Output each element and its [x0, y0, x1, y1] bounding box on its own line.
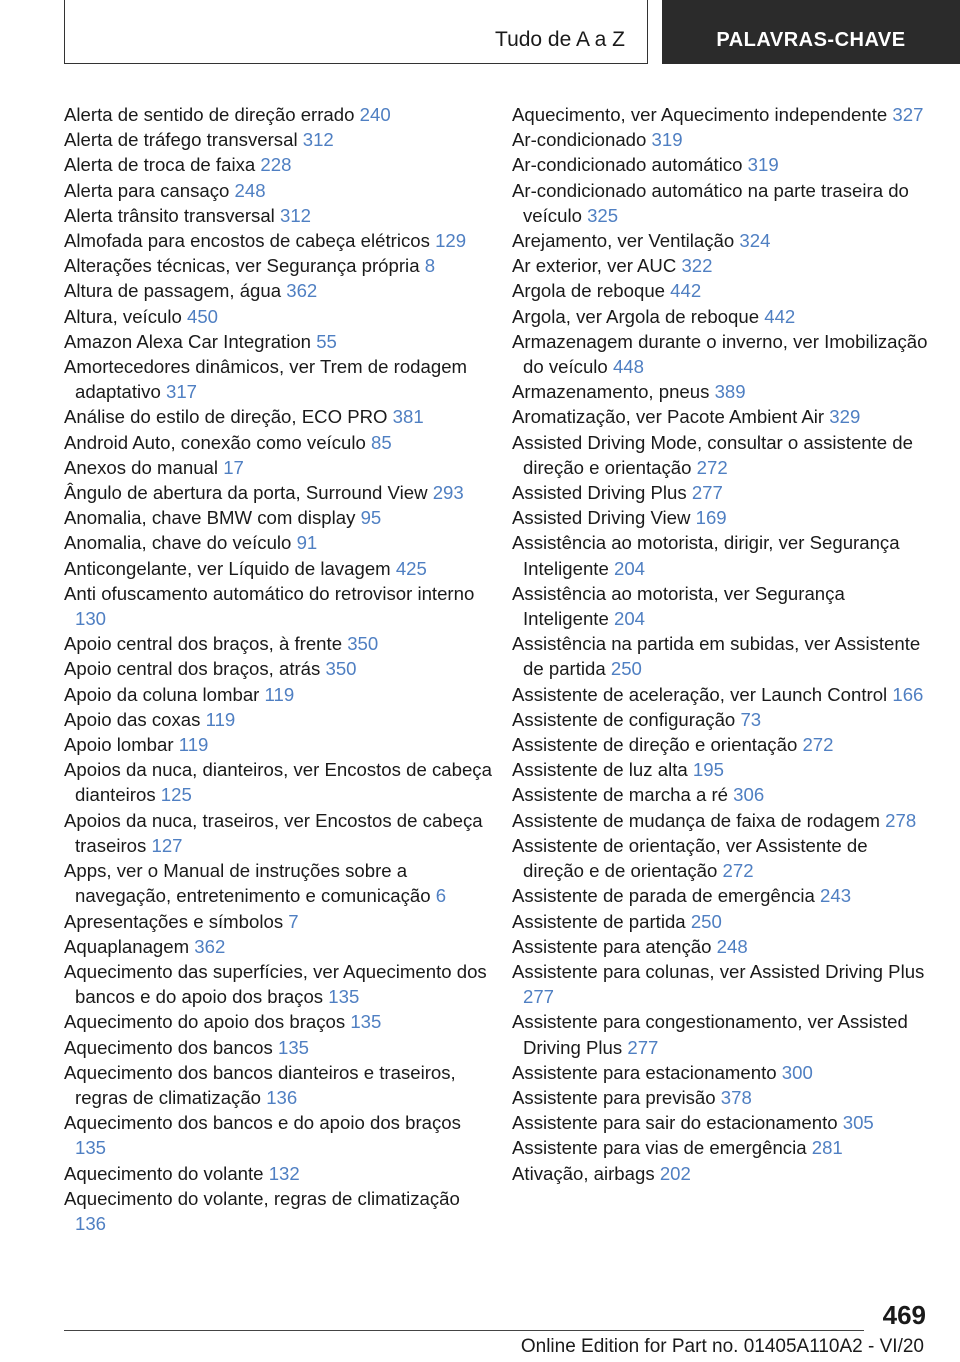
index-term: Apresentações e símbolos [64, 910, 284, 932]
page-reference-link[interactable]: 272 [696, 456, 728, 478]
index-entry [512, 278, 932, 303]
page-reference-link[interactable]: 95 [360, 507, 382, 529]
section-title: Tudo de A a Z [495, 28, 625, 51]
index-term: Assistente de direção e orientação [512, 734, 798, 756]
page-reference-link[interactable]: 378 [720, 1086, 752, 1108]
page-reference-link[interactable]: 248 [716, 935, 748, 957]
index-term: Ar-condicionado automático na parte traseira do veículo [512, 179, 909, 226]
index-term: Apps, ver o Manual de instruções sobre a navegação, entretenimento e comunicação [64, 860, 431, 907]
page-reference-link[interactable]: 450 [187, 305, 219, 327]
index-entry [512, 530, 932, 580]
page-reference-link[interactable]: 119 [205, 708, 236, 730]
index-term: Alerta de tráfego transversal [64, 129, 298, 151]
index-term: Assisted Driving Plus [512, 482, 687, 504]
page-number: 469 [882, 1300, 926, 1330]
index-entry [512, 228, 932, 253]
index-entry [64, 1060, 494, 1110]
index-entry [64, 1009, 494, 1034]
page-reference-link[interactable]: 306 [733, 784, 765, 806]
page-reference-link[interactable]: 125 [160, 784, 192, 806]
index-term: Assistente de aceleração, ver Launch Control [512, 683, 888, 705]
index-term: Altura de passagem, água [64, 280, 282, 302]
page-reference-link[interactable]: 350 [325, 658, 357, 680]
page-reference-link[interactable]: 278 [885, 809, 917, 831]
index-entry [64, 1110, 494, 1160]
index-entry [64, 909, 494, 934]
index-term: Ar-condicionado [512, 129, 647, 151]
index-entry [512, 757, 932, 782]
index-entry [64, 253, 494, 278]
index-term: Anexos do manual [64, 456, 219, 478]
index-term: Anomalia, chave do veículo [64, 532, 292, 554]
page-reference-link[interactable]: 6 [435, 885, 447, 907]
index-term: Almofada para encostos de cabeça elétricos [64, 230, 430, 252]
index-entry [512, 682, 932, 707]
index-entry [512, 178, 932, 228]
index-entry [512, 329, 932, 379]
page-reference-link[interactable]: 85 [371, 431, 392, 453]
index-entry [512, 631, 932, 681]
index-term: Assistente para estacionamento [512, 1061, 777, 1083]
page-reference-link[interactable]: 448 [612, 356, 644, 378]
page-reference-link[interactable]: 272 [722, 860, 754, 882]
index-entry [64, 1161, 494, 1186]
index-entry [512, 959, 932, 1009]
index-entry [64, 959, 494, 1009]
index-entry [64, 455, 494, 480]
page-reference-link[interactable]: 127 [151, 834, 183, 856]
header-frame [64, 0, 648, 64]
index-entry [64, 304, 494, 329]
index-term: Ar exterior, ver AUC [512, 255, 677, 277]
index-term: Assistente de parada de emergência [512, 885, 815, 907]
index-entry [512, 480, 932, 505]
index-entry [512, 1085, 932, 1110]
page-reference-link[interactable]: 272 [802, 734, 834, 756]
page-reference-link[interactable]: 248 [234, 179, 266, 201]
index-entry [64, 858, 494, 908]
index-term: Assistente para previsão [512, 1086, 716, 1108]
index-term: Aquecimento, ver Aquecimento independente [512, 104, 888, 125]
page-reference-link[interactable]: 195 [692, 759, 724, 781]
page-reference-link[interactable]: 132 [268, 1162, 300, 1184]
index-term: Apoio lombar [64, 734, 174, 756]
page-reference-link[interactable]: 240 [359, 104, 391, 125]
index-entry [512, 581, 932, 631]
index-entry [64, 480, 494, 505]
index-term: Aquecimento do volante [64, 1162, 264, 1184]
page-reference-link[interactable]: 135 [75, 1137, 107, 1159]
page-reference-link[interactable]: 204 [613, 608, 646, 630]
index-term: Anti ofuscamento automático do retrovisor interno [64, 582, 475, 604]
edition-footer: Online Edition for Part no. 01405A110A2 - VI/20 [520, 1336, 924, 1357]
keywords-tab: PALAVRAS-CHAVE [662, 0, 960, 64]
index-entry [512, 304, 932, 329]
index-term: Aquecimento dos bancos e do apoio dos braços [64, 1112, 461, 1134]
index-term: Armazenagem durante o inverno, ver Imobilização do veículo [512, 330, 928, 378]
index-entry [64, 152, 494, 177]
page-reference-link[interactable]: 250 [610, 658, 642, 680]
index-entry [64, 934, 494, 959]
index-term: Anticongelante, ver Líquido de lavagem [64, 557, 391, 579]
index-entry [512, 1060, 932, 1085]
index-entry [512, 102, 932, 127]
index-term: Assistência ao motorista, ver Segurança Inteligente [512, 582, 845, 630]
page-reference-link[interactable]: 312 [280, 204, 312, 226]
page-reference-link[interactable]: 327 [892, 104, 924, 125]
page-reference-link[interactable]: 425 [395, 557, 427, 579]
index-entry [64, 631, 494, 656]
index-entry [64, 581, 494, 631]
page-reference-link[interactable]: 277 [523, 986, 555, 1008]
index-term: Assistente para congestionamento, ver Assisted Driving Plus [512, 1011, 908, 1058]
index-entry [64, 228, 494, 253]
index-term: Altura, veículo [64, 305, 182, 327]
index-term: Assistente de configuração [512, 708, 736, 730]
index-term: Anomalia, chave BMW com display [64, 507, 356, 529]
index-term: Alerta de sentido de direção errado [64, 104, 355, 125]
index-entry [512, 1110, 932, 1135]
index-term: Android Auto, conexão como veículo [64, 431, 366, 453]
page-reference-link[interactable]: 317 [165, 381, 198, 403]
page-reference-link[interactable]: 350 [347, 633, 379, 655]
index-term: Apoios da nuca, traseiros, ver Encostos de cabeça traseiros [64, 809, 483, 856]
index-term: Aquecimento do volante, regras de climatização [64, 1187, 460, 1209]
index-column-right [512, 102, 932, 1186]
index-entry [64, 757, 494, 807]
index-term: Assistente de orientação, ver Assistente de direção e de orientação [512, 834, 868, 882]
index-entry [64, 278, 494, 303]
index-term: Aquaplanagem [64, 935, 190, 957]
page-reference-link[interactable]: 319 [747, 154, 779, 176]
index-term: Amortecedores dinâmicos, ver Trem de rodagem adaptativo [64, 356, 468, 403]
page-reference-link[interactable]: 319 [651, 129, 683, 151]
page-reference-link[interactable]: 204 [613, 557, 646, 579]
page-reference-link[interactable]: 202 [659, 1162, 691, 1184]
page-reference-link[interactable]: 166 [892, 683, 924, 705]
index-entry [512, 430, 932, 480]
page-reference-link[interactable]: 277 [691, 482, 723, 504]
index-entry [512, 127, 932, 152]
index-term: Apoio central dos braços, atrás [64, 658, 321, 680]
index-column-left [64, 102, 494, 1236]
page-reference-link[interactable]: 8 [424, 255, 436, 277]
page-reference-link[interactable]: 322 [681, 255, 713, 277]
index-term: Assistência ao motorista, dirigir, ver Segurança Inteligente [512, 532, 900, 579]
index-term: Alerta trânsito transversal [64, 204, 275, 226]
index-term: Assisted Driving Mode, consultar o assistente de direção e orientação [512, 431, 913, 478]
index-term: Armazenamento, pneus [512, 381, 710, 403]
page-reference-link[interactable]: 228 [260, 154, 292, 176]
page-reference-link[interactable]: 169 [695, 507, 727, 529]
index-term: Aquecimento do apoio dos braços [64, 1011, 346, 1033]
index-term: Apoio central dos braços, à frente [64, 633, 343, 655]
index-entry [64, 808, 494, 858]
index-entry [512, 707, 932, 732]
page-reference-link[interactable]: 55 [316, 330, 337, 352]
index-term: Assistente para vias de emergência [512, 1137, 807, 1159]
page-reference-link[interactable]: 442 [764, 305, 796, 327]
page-reference-link[interactable]: 442 [670, 280, 702, 302]
index-term: Alerta de troca de faixa [64, 154, 256, 176]
page-reference-link[interactable]: 312 [302, 129, 334, 151]
page-reference-link[interactable]: 293 [432, 482, 464, 504]
page-reference-link[interactable]: 362 [194, 935, 226, 957]
index-entry [512, 152, 932, 177]
page-reference-link[interactable]: 130 [75, 608, 107, 630]
index-term: Amazon Alexa Car Integration [64, 330, 312, 352]
index-term: Apoio das coxas [64, 708, 201, 730]
index-entry [512, 379, 932, 404]
index-entry [64, 505, 494, 530]
page-reference-link[interactable]: 119 [264, 683, 295, 705]
index-entry [512, 808, 932, 833]
index-entry [512, 883, 932, 908]
index-entry [64, 203, 494, 228]
index-entry [64, 354, 494, 404]
page-reference-link[interactable]: 281 [811, 1137, 843, 1159]
index-entry [64, 102, 494, 127]
index-term: Ativação, airbags [512, 1162, 655, 1184]
page-reference-link[interactable]: 329 [829, 406, 861, 428]
page-reference-link[interactable]: 17 [223, 456, 244, 478]
page-reference-link[interactable]: 119 [178, 734, 209, 756]
index-term: Assistente de partida [512, 910, 686, 932]
index-term: Assistente de marcha a ré [512, 784, 728, 806]
index-entry [512, 833, 932, 883]
index-term: Arejamento, ver Ventilação [512, 230, 735, 252]
index-term: Aromatização, ver Pacote Ambient Air [512, 406, 825, 428]
page-reference-link[interactable]: 7 [288, 910, 299, 932]
index-entry [512, 1009, 932, 1059]
index-entry [64, 430, 494, 455]
index-term: Análise do estilo de direção, ECO PRO [64, 406, 388, 428]
index-entry [512, 909, 932, 934]
page-reference-link[interactable]: 300 [781, 1061, 813, 1083]
index-term: Assistente para atenção [512, 935, 712, 957]
index-term: Alterações técnicas, ver Segurança própria [64, 255, 420, 277]
page-reference-link[interactable]: 135 [350, 1011, 382, 1033]
page-reference-link[interactable]: 135 [277, 1036, 310, 1058]
index-entry [64, 530, 494, 555]
index-entry [512, 1161, 932, 1186]
index-entry [512, 782, 932, 807]
page-reference-link[interactable]: 135 [328, 986, 360, 1008]
page-reference-link[interactable]: 389 [714, 381, 746, 403]
index-term: Aquecimento das superfícies, ver Aquecimento dos bancos e do apoio dos braços [64, 960, 487, 1008]
index-term: Alerta para cansaço [64, 179, 230, 201]
page-reference-link[interactable]: 136 [266, 1086, 298, 1108]
index-term: Assistente para sair do estacionamento [512, 1112, 838, 1134]
page-reference-link[interactable]: 73 [740, 708, 762, 730]
index-term: Assistente para colunas, ver Assisted Driving Plus [512, 960, 925, 982]
index-entry [512, 732, 932, 757]
index-entry [64, 329, 494, 354]
index-term: Apoio da coluna lombar [64, 683, 260, 705]
index-entry [512, 404, 932, 429]
index-entry [64, 178, 494, 203]
index-entry [512, 1135, 932, 1160]
page-reference-link[interactable]: 362 [286, 280, 318, 302]
index-term: Assistência na partida em subidas, ver Assistente de partida [512, 633, 921, 680]
index-entry [512, 505, 932, 530]
index-entry [64, 127, 494, 152]
page-reference-link[interactable]: 277 [627, 1036, 659, 1058]
index-entry [64, 682, 494, 707]
page-reference-link[interactable]: 243 [820, 885, 852, 907]
index-entry [64, 1035, 494, 1060]
index-term: Ar-condicionado automático [512, 154, 743, 176]
index-term: Assisted Driving View [512, 507, 691, 529]
page-reference-link[interactable]: 324 [739, 230, 771, 252]
page-reference-link[interactable]: 381 [392, 406, 424, 428]
index-entry [64, 656, 494, 681]
index-term: Assistente de mudança de faixa de rodagem [512, 809, 880, 831]
page-reference-link[interactable]: 129 [435, 230, 467, 252]
index-term: Apoios da nuca, dianteiros, ver Encostos de cabeça dianteiros [64, 759, 492, 806]
page-reference-link[interactable]: 91 [296, 532, 318, 554]
index-term: Aquecimento dos bancos [64, 1036, 273, 1058]
index-term: Ângulo de abertura da porta, Surround View [64, 482, 428, 504]
index-entry [512, 934, 932, 959]
footer-divider [64, 1330, 864, 1331]
page-reference-link[interactable]: 250 [690, 910, 722, 932]
index-entry [64, 732, 494, 757]
index-entry [64, 707, 494, 732]
index-term: Argola, ver Argola de reboque [512, 305, 760, 327]
index-term: Argola de reboque [512, 280, 665, 302]
index-entry [64, 1186, 494, 1236]
index-entry [64, 556, 494, 581]
index-term: Assistente de luz alta [512, 759, 688, 781]
index-term: Aquecimento dos bancos dianteiros e traseiros, regras de climatização [64, 1061, 456, 1108]
page-reference-link[interactable]: 136 [75, 1212, 107, 1234]
index-entry [64, 404, 494, 429]
index-entry [512, 253, 932, 278]
page-reference-link[interactable]: 305 [842, 1112, 874, 1134]
page-reference-link[interactable]: 325 [587, 204, 619, 226]
